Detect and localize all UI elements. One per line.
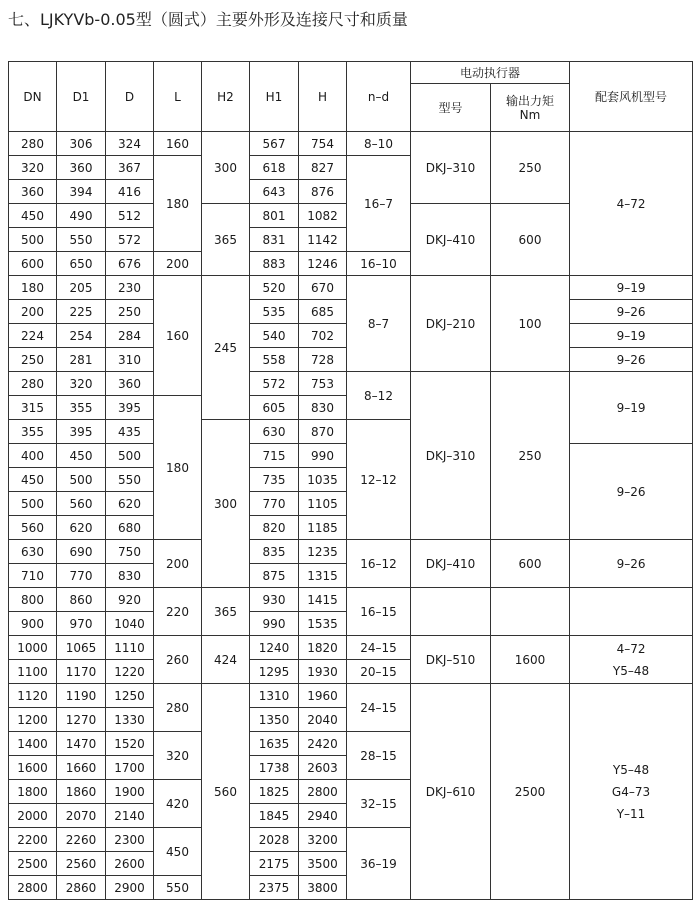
cell-d: 395: [106, 396, 154, 420]
cell-dn: 280: [9, 372, 57, 396]
cell-nd: 24–15: [347, 684, 411, 732]
cell-h2: 300: [202, 420, 250, 588]
cell-d: 1520: [106, 732, 154, 756]
cell-torque: [491, 588, 570, 636]
cell-torque: 2500: [491, 684, 570, 900]
cell-dn: 800: [9, 588, 57, 612]
header-d1: D1: [57, 62, 106, 132]
header-h: H: [299, 62, 347, 132]
table-row: [9, 588, 693, 612]
cell-nd: 24–15: [347, 636, 411, 660]
cell-d: 1110: [106, 636, 154, 660]
header-h1: H1: [250, 62, 299, 132]
cell-fan: 9–26: [570, 444, 693, 540]
cell-fan: 9–26: [570, 348, 693, 372]
cell-d1: 770: [57, 564, 106, 588]
spec-table: [8, 61, 693, 900]
cell-d: 2600: [106, 852, 154, 876]
cell-l: 280: [154, 684, 202, 732]
cell-l: 420: [154, 780, 202, 828]
cell-h1: 831: [250, 228, 299, 252]
header-nd: n–d: [347, 62, 411, 132]
cell-h: 2603: [299, 756, 347, 780]
cell-dn: 600: [9, 252, 57, 276]
cell-dn: 450: [9, 468, 57, 492]
header-actuator: 电动执行器: [411, 62, 570, 84]
cell-d: 750: [106, 540, 154, 564]
cell-fan: 9–19: [570, 276, 693, 300]
cell-d1: 2560: [57, 852, 106, 876]
cell-d1: 306: [57, 132, 106, 156]
cell-l: 550: [154, 876, 202, 900]
cell-d: 230: [106, 276, 154, 300]
cell-h: 3200: [299, 828, 347, 852]
page-title: 七、LJKYVb-0.05型（圆式）主要外形及连接尺寸和质量: [8, 10, 408, 29]
cell-d1: 281: [57, 348, 106, 372]
cell-h: 870: [299, 420, 347, 444]
cell-h1: 535: [250, 300, 299, 324]
cell-dn: 2200: [9, 828, 57, 852]
cell-h: 830: [299, 396, 347, 420]
cell-h2: 560: [202, 684, 250, 900]
cell-h: 827: [299, 156, 347, 180]
cell-dn: 180: [9, 276, 57, 300]
cell-h1: 2028: [250, 828, 299, 852]
cell-h2: 245: [202, 276, 250, 420]
cell-l: 200: [154, 252, 202, 276]
cell-h: 1415: [299, 588, 347, 612]
cell-h: 728: [299, 348, 347, 372]
cell-dn: 630: [9, 540, 57, 564]
cell-dn: 224: [9, 324, 57, 348]
header-d: D: [106, 62, 154, 132]
cell-h1: 2175: [250, 852, 299, 876]
cell-dn: 2800: [9, 876, 57, 900]
cell-l: 220: [154, 588, 202, 636]
cell-fan-line: 4–72: [616, 641, 646, 656]
cell-d1: 395: [57, 420, 106, 444]
cell-h1: 990: [250, 612, 299, 636]
cell-d1: 2860: [57, 876, 106, 900]
cell-dn: 320: [9, 156, 57, 180]
cell-dn: 1120: [9, 684, 57, 708]
header-fan-model: 配套风机型号: [570, 62, 693, 132]
cell-nd: 16–7: [347, 156, 411, 252]
cell-d: 416: [106, 180, 154, 204]
cell-h: 3800: [299, 876, 347, 900]
cell-h: 1820: [299, 636, 347, 660]
cell-h: 2040: [299, 708, 347, 732]
cell-d: 500: [106, 444, 154, 468]
table-row: [9, 540, 693, 564]
cell-nd: 20–15: [347, 660, 411, 684]
cell-d: 284: [106, 324, 154, 348]
cell-h: 685: [299, 300, 347, 324]
cell-torque: 100: [491, 276, 570, 372]
cell-torque: 1600: [491, 636, 570, 684]
cell-d1: 450: [57, 444, 106, 468]
cell-d: 1330: [106, 708, 154, 732]
cell-fan: [570, 636, 693, 684]
cell-d: 830: [106, 564, 154, 588]
cell-fan: [570, 588, 693, 636]
cell-d1: 205: [57, 276, 106, 300]
cell-d1: 500: [57, 468, 106, 492]
cell-nd: 8–10: [347, 132, 411, 156]
cell-d: 324: [106, 132, 154, 156]
cell-fan-line: Y5–48: [612, 762, 650, 777]
cell-d1: 355: [57, 396, 106, 420]
cell-d: 550: [106, 468, 154, 492]
cell-h1: 540: [250, 324, 299, 348]
cell-dn: 2000: [9, 804, 57, 828]
cell-model: [411, 588, 491, 636]
cell-d: 1700: [106, 756, 154, 780]
header-row-1: [9, 62, 693, 84]
cell-fan-line: G4–73: [611, 784, 651, 799]
cell-d1: 620: [57, 516, 106, 540]
cell-h1: 1825: [250, 780, 299, 804]
cell-l: 180: [154, 156, 202, 252]
cell-d1: 560: [57, 492, 106, 516]
cell-dn: 1200: [9, 708, 57, 732]
cell-d: 676: [106, 252, 154, 276]
cell-nd: 8–7: [347, 276, 411, 372]
cell-fan: 9–19: [570, 372, 693, 444]
cell-l: 200: [154, 540, 202, 588]
cell-d1: 1065: [57, 636, 106, 660]
cell-torque: 250: [491, 372, 570, 540]
cell-h1: 558: [250, 348, 299, 372]
cell-nd: 16–10: [347, 252, 411, 276]
cell-fan: 9–26: [570, 300, 693, 324]
cell-h: 1235: [299, 540, 347, 564]
cell-d1: 2260: [57, 828, 106, 852]
cell-h: 990: [299, 444, 347, 468]
cell-d1: 225: [57, 300, 106, 324]
cell-nd: 12–12: [347, 420, 411, 540]
cell-l: 260: [154, 636, 202, 684]
header-h2: H2: [202, 62, 250, 132]
cell-d: 1900: [106, 780, 154, 804]
cell-dn: 710: [9, 564, 57, 588]
cell-fan: 4–72: [570, 132, 693, 276]
cell-h1: 883: [250, 252, 299, 276]
cell-h: 702: [299, 324, 347, 348]
cell-d: 2900: [106, 876, 154, 900]
cell-fan: [570, 684, 693, 900]
table-row: [9, 276, 693, 300]
cell-d1: 1470: [57, 732, 106, 756]
cell-nd: 16–12: [347, 540, 411, 588]
cell-model: DKJ–410: [411, 540, 491, 588]
cell-dn: 200: [9, 300, 57, 324]
cell-d1: 650: [57, 252, 106, 276]
cell-h1: 520: [250, 276, 299, 300]
cell-dn: 1100: [9, 660, 57, 684]
cell-d1: 1190: [57, 684, 106, 708]
cell-h1: 1310: [250, 684, 299, 708]
cell-d1: 490: [57, 204, 106, 228]
cell-h1: 1845: [250, 804, 299, 828]
header-actuator-model: 型号: [411, 84, 491, 132]
table-body: [9, 62, 693, 900]
cell-dn: 1800: [9, 780, 57, 804]
cell-d: 360: [106, 372, 154, 396]
cell-d1: 360: [57, 156, 106, 180]
header-l: L: [154, 62, 202, 132]
cell-h1: 1240: [250, 636, 299, 660]
cell-d: 250: [106, 300, 154, 324]
cell-fan: 9–19: [570, 324, 693, 348]
cell-h1: 630: [250, 420, 299, 444]
cell-h1: 930: [250, 588, 299, 612]
cell-d: 2140: [106, 804, 154, 828]
cell-h: 876: [299, 180, 347, 204]
cell-h1: 567: [250, 132, 299, 156]
cell-d1: 690: [57, 540, 106, 564]
cell-h1: 1350: [250, 708, 299, 732]
cell-h: 1535: [299, 612, 347, 636]
cell-h1: 875: [250, 564, 299, 588]
cell-d1: 970: [57, 612, 106, 636]
cell-h1: 572: [250, 372, 299, 396]
cell-d1: 1660: [57, 756, 106, 780]
cell-torque: 250: [491, 132, 570, 204]
cell-model: DKJ–610: [411, 684, 491, 900]
cell-model: DKJ–410: [411, 204, 491, 276]
cell-h1: 770: [250, 492, 299, 516]
cell-h: 1960: [299, 684, 347, 708]
cell-h: 1035: [299, 468, 347, 492]
cell-dn: 360: [9, 180, 57, 204]
cell-d1: 1860: [57, 780, 106, 804]
cell-d: 920: [106, 588, 154, 612]
cell-d: 620: [106, 492, 154, 516]
cell-d: 680: [106, 516, 154, 540]
cell-dn: 500: [9, 492, 57, 516]
cell-l: 450: [154, 828, 202, 876]
cell-d1: 550: [57, 228, 106, 252]
cell-model: DKJ–310: [411, 132, 491, 204]
cell-h: 2800: [299, 780, 347, 804]
cell-nd: 36–19: [347, 828, 411, 900]
cell-h1: 801: [250, 204, 299, 228]
cell-d: 1040: [106, 612, 154, 636]
cell-h1: 820: [250, 516, 299, 540]
cell-l: 320: [154, 732, 202, 780]
cell-h1: 1738: [250, 756, 299, 780]
header-dn: DN: [9, 62, 57, 132]
cell-h: 2940: [299, 804, 347, 828]
table-row: [9, 636, 693, 660]
header-torque: [491, 84, 570, 132]
cell-fan: 9–26: [570, 540, 693, 588]
table-row: [9, 372, 693, 396]
table-row: [9, 132, 693, 156]
cell-dn: 355: [9, 420, 57, 444]
cell-h1: 643: [250, 180, 299, 204]
cell-h1: 735: [250, 468, 299, 492]
cell-fan-line: Y5–48: [612, 663, 650, 678]
cell-h2: 300: [202, 132, 250, 204]
cell-nd: 8–12: [347, 372, 411, 420]
cell-h1: 1295: [250, 660, 299, 684]
cell-dn: 1600: [9, 756, 57, 780]
cell-d1: 2070: [57, 804, 106, 828]
cell-h1: 715: [250, 444, 299, 468]
cell-d: 310: [106, 348, 154, 372]
cell-h: 670: [299, 276, 347, 300]
cell-dn: 315: [9, 396, 57, 420]
cell-dn: 280: [9, 132, 57, 156]
cell-d: 2300: [106, 828, 154, 852]
cell-h1: 2375: [250, 876, 299, 900]
cell-h2: 365: [202, 588, 250, 636]
cell-l: 160: [154, 276, 202, 396]
cell-model: DKJ–510: [411, 636, 491, 684]
cell-h: 3500: [299, 852, 347, 876]
cell-h: 1142: [299, 228, 347, 252]
cell-h: 1105: [299, 492, 347, 516]
header-torque-unit: Nm: [519, 107, 541, 122]
cell-d1: 320: [57, 372, 106, 396]
cell-h2: 424: [202, 636, 250, 684]
cell-dn: 900: [9, 612, 57, 636]
cell-dn: 560: [9, 516, 57, 540]
cell-fan-line: Y–11: [616, 806, 646, 821]
cell-h1: 1635: [250, 732, 299, 756]
cell-h: 1930: [299, 660, 347, 684]
cell-d: 572: [106, 228, 154, 252]
cell-d1: 860: [57, 588, 106, 612]
cell-h: 754: [299, 132, 347, 156]
cell-d: 512: [106, 204, 154, 228]
cell-d: 367: [106, 156, 154, 180]
cell-h: 1315: [299, 564, 347, 588]
cell-nd: 16–15: [347, 588, 411, 636]
cell-h: 2420: [299, 732, 347, 756]
cell-h: 1082: [299, 204, 347, 228]
cell-dn: 1000: [9, 636, 57, 660]
cell-torque: 600: [491, 540, 570, 588]
cell-h: 1246: [299, 252, 347, 276]
cell-d1: 1270: [57, 708, 106, 732]
cell-h1: 618: [250, 156, 299, 180]
cell-d1: 254: [57, 324, 106, 348]
cell-nd: 28–15: [347, 732, 411, 780]
cell-model: DKJ–210: [411, 276, 491, 372]
cell-h: 753: [299, 372, 347, 396]
cell-l: 160: [154, 132, 202, 156]
cell-d1: 1170: [57, 660, 106, 684]
cell-dn: 2500: [9, 852, 57, 876]
cell-h1: 605: [250, 396, 299, 420]
cell-dn: 500: [9, 228, 57, 252]
cell-nd: 32–15: [347, 780, 411, 828]
cell-d: 1220: [106, 660, 154, 684]
cell-d: 1250: [106, 684, 154, 708]
cell-h: 1185: [299, 516, 347, 540]
cell-torque: 600: [491, 204, 570, 276]
cell-d1: 394: [57, 180, 106, 204]
cell-dn: 1400: [9, 732, 57, 756]
table-row: [9, 684, 693, 708]
header-torque-label: 输出力矩: [506, 93, 555, 108]
cell-l: 180: [154, 396, 202, 540]
cell-dn: 450: [9, 204, 57, 228]
cell-dn: 400: [9, 444, 57, 468]
cell-model: DKJ–310: [411, 372, 491, 540]
cell-h2: 365: [202, 204, 250, 276]
cell-h1: 835: [250, 540, 299, 564]
cell-dn: 250: [9, 348, 57, 372]
cell-d: 435: [106, 420, 154, 444]
